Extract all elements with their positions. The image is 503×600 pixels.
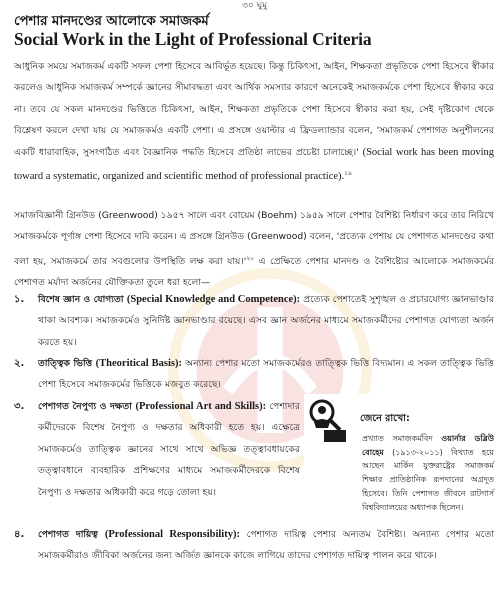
- item-heading: [38, 294, 300, 305]
- greenwood-text: সমাজবিজ্ঞানী গ্রিনউড (Greenwood) ১৯৫৭ সালে এবং বোয়েম (Boehm) ১৯৫৯ সালে পেশার বৈশিষ্ট্য নির্ধারণ করে তার নিরিখে সমাজকর্মকে পূর্ণাঙ্গ পেশা হিসেবে দাবি করেন। এ প্রসঙ্গে গ্রিনউড (Greenwood) বলেন, 'প্রত্যেক পেশায় যে পেশাগত মানদণ্ডের কথা বলা হয়, সমাজকর্মে তার সবগুলোর উপস্থিতি লক্ষ করা যায়।': [14, 210, 494, 267]
- know-box-title: জেনে রাখো:: [360, 413, 410, 424]
- item-text: প্রত্যেক পেশাতেই সুশৃঙ্খল ও প্রচারযোগ্য জ্ঞানভাণ্ডার থাকা আবশ্যক। সমাজকর্মেও সুনির্দিষ্ট জ্ঞানভাণ্ডার রয়েছে। এসব জ্ঞান অর্জনের মাধ্যমে সমাজকর্মীদের পেশাগত যোগ্যতা অর্জন করতে হয়।: [38, 294, 494, 348]
- item-heading-bangla: পেশাগত নৈপুণ্য ও দক্ষতা: [38, 401, 132, 412]
- item-heading-bangla: বিশেষ জ্ঞান ও যোগ্যতা: [38, 294, 124, 305]
- section-title-bangla: পেশার মানদণ্ডের আলোকে সমাজকর্ম: [14, 13, 209, 29]
- footnote-marker: ২০: [246, 254, 255, 262]
- item-body: [38, 396, 300, 503]
- intro-paragraph: [14, 56, 494, 188]
- item-heading-english: (Theoritical Basis):: [95, 358, 182, 369]
- item-heading-english: (Special Knowledge and Competence):: [126, 294, 301, 305]
- intro-quote-english: (Social work has been moving toward a systematic, organized and scientific method of professional practice).: [14, 146, 495, 183]
- know-box: [304, 394, 494, 528]
- item-heading-bangla: পেশাগত দায়িত্ব: [38, 529, 98, 540]
- item-number: ১.: [14, 294, 25, 305]
- item-number: ৪.: [14, 529, 25, 540]
- section-title-english: Social Work in the Light of Professional Criteria: [14, 29, 372, 49]
- item-body: [38, 524, 494, 567]
- greenwood-tail: এ প্রেক্ষিতে পেশার মানদণ্ড ও বৈশিষ্ট্যের আলোকে সমাজকর্মের পেশাগত মর্যাদা অর্জনের যৌক্তিকতা তুলে ধরা হলো—: [14, 255, 495, 289]
- item-body: [38, 289, 494, 353]
- item-heading-english: (Professional Responsibility):: [104, 529, 240, 540]
- know-box-intro: প্রখ্যাত সমাজকর্মবিদ: [362, 434, 433, 443]
- item-heading: [38, 358, 182, 369]
- item-number: ২.: [14, 358, 25, 369]
- know-box-body: বিখ্যাত হয়ে আছেন মার্কিন যুক্তরাষ্ট্রের সমাজকর্ম শিক্ষার প্রাতিষ্ঠানিক রূপদানের অগ্রদূত হিসেবে। তিনি পেশাগত জীবনে রাটগার্স বিশ্ববিদ্যালয়ের অধ্যাপক ছিলেন।: [362, 447, 495, 512]
- item-heading-english: (Professional Art and Skills):: [135, 401, 267, 412]
- item-heading: [38, 401, 266, 412]
- intro-text: আধুনিক সময়ে সমাজকর্ম একটি সফল পেশা হিসেবে আবির্ভূত হয়েছে। কিন্তু চিকিৎসা, আইন, শিক্ষকতা প্রভৃতিকে পেশা হিসেবে স্বীকার করলেও আধুনিক সমাজকর্ম সম্পর্কে জ্ঞানের সীমাবদ্ধতা এবং আর্থিক সমস্যার কারণে অনেকেই সমাজকর্মকে পেশা হিসেবে স্বীকার করে না। তবে যে সকল মানদণ্ডের ভিত্তিতে চিকিৎসা, আইন, শিক্ষকতা প্রভৃতিকে পেশা হিসেবে স্বীকার করা হয়, সেই দৃষ্টিকোণ থেকে বিশ্লেষণ করলে দেখা যায় যে সমাজকর্মও একটি পেশা। এ প্রসঙ্গে ওয়াল্টার এ ফ্রিডল্যান্ডার বলেন, 'সমাজকর্ম পেশাগত অনুশীলনের একটি ধারাবাহিক, সুসংগঠিত এবং বৈজ্ঞানিক পদ্ধতি হিসেবে প্রতিষ্ঠা লাভের প্রচেষ্টা চালাচ্ছে।': [14, 61, 494, 158]
- item-heading: [38, 529, 240, 540]
- item-body: [38, 353, 494, 396]
- know-box-text: [362, 432, 494, 514]
- item-text: অন্যান্য পেশার মতো সমাজকর্মেরও তাত্ত্বিক ভিত্তি বিদ্যমান। এ সকল তাত্ত্বিক ভিত্তি পেশা হিসেবে সমাজকর্মের ভিত্তিকে মজবুত করেছে।: [38, 358, 495, 391]
- item-text: পেশাদার কর্মীদেরকে বিশেষ নৈপুণ্য ও দক্ষতার অধিকারী হতে হয়। এক্ষেত্রে সমাজকর্মেও তাত্ত্বিক জ্ঞানের সাথে সাথে অভিজ্ঞ তত্ত্বাবধায়কের তত্ত্বাবধানে ব্যবহারিক প্রশিক্ষণের মাধ্যমে সমাজকর্মীদেরকে বিশেষ নৈপুণ্য ও দক্ষতার অধিকারী করে গড়ে তোলা হয়।: [38, 401, 301, 498]
- magnifier-reader-icon: [306, 396, 352, 444]
- know-box-name: ওয়ার্নার ডব্লিউ বোহেম: [362, 434, 494, 457]
- footnote-marker: ১৯: [344, 170, 352, 178]
- item-number: ৩.: [14, 401, 25, 412]
- greenwood-paragraph: [14, 205, 494, 294]
- page-number: ৩০ ঘুমু: [242, 1, 268, 11]
- item-heading-bangla: তাত্ত্বিক ভিত্তি: [38, 358, 93, 369]
- item-text: পেশাগত দায়িত্ব পেশার অন্যতম বৈশিষ্ট্য। অন্যান্য পেশার মতো সমাজকর্মীরাও জীবিকা অর্জনের জন্য অর্জিত জ্ঞানকে কাজে লাগিয়ে তাদের পেশাগত দায়িত্ব পালন করে থাকে।: [38, 529, 495, 562]
- know-box-years: (১৯১৩-২০১১): [392, 447, 443, 457]
